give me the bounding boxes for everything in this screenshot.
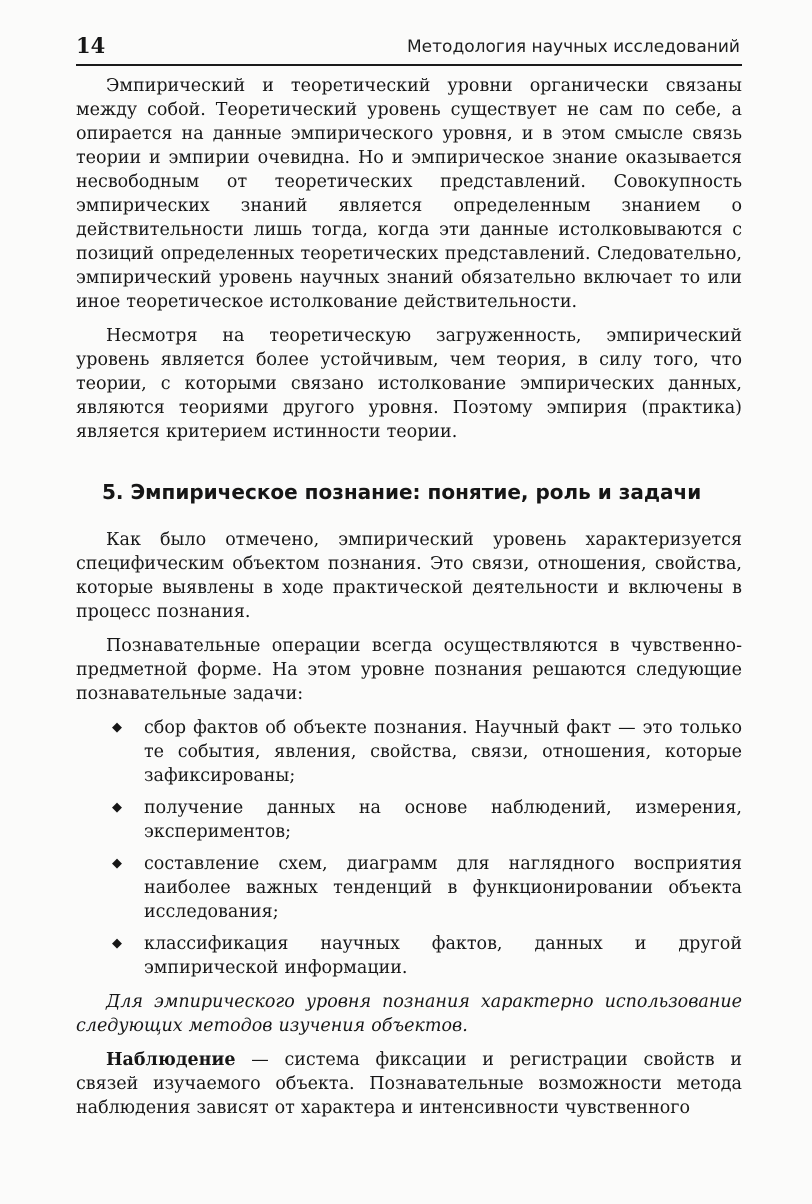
list-item-text: составление схем, диаграмм для наглядного восприятия наиболее важных тенденций в функционировании объекта исследования; [144,854,742,922]
diamond-bullet-icon: ◆ [112,720,122,735]
running-head: Методология научных исследований [407,37,740,57]
diamond-bullet-icon: ◆ [112,856,122,871]
section-heading: 5. Эмпирическое познание: понятие, роль и задачи [102,480,702,504]
list-item [76,932,742,980]
body-text-top [76,74,742,454]
observation-text: — система фиксации и регистрации свойств и связей изучаемого объекта. Познавательные возможности метода наблюдения зависят от характера и интенсивности чувственного [76,1050,742,1118]
list-item [76,796,742,844]
paragraph: Познавательные операции всегда осуществляются в чувственно-предметной форме. На этом уровне познания решаются следующие познавательные задачи: [76,636,742,704]
task-list [76,716,742,980]
paragraph: Эмпирический и теоретический уровни органически связаны между собой. Теоретический уровень существует не сам по себе, а опирается на данные эмпирического уровня, и в этом смысле связь теории и эмпирии очевидна. Но и эмпирическое знание оказывается несвободным от теоретических представлений. Совокупность эмпирических знаний является определенным знанием о действительности лишь тогда, когда эти данные истолковываются с позиций определенных теоретических представлений. Следовательно, эмпирический уровень научных знаний обязательно включает то или иное теоретическое истолкование действительности. [76,76,742,312]
diamond-bullet-icon: ◆ [112,800,122,815]
term-observation: Наблюдение [106,1050,236,1070]
paragraph: Как было отмечено, эмпирический уровень характеризуется специфическим объектом познания. Это связи, отношения, свойства, которые выявлены в ходе практической деятельности и включены в процесс познания. [76,530,742,622]
header-rule [76,64,742,66]
list-item-text: сбор фактов об объекте познания. Научный факт — это только те события, явления, свойства, связи, отношения, которые зафиксированы; [144,718,742,786]
list-item [76,852,742,924]
list-item-text: получение данных на основе наблюдений, измерения, экспериментов; [144,798,742,842]
paragraph: Несмотря на теоретическую загруженность, эмпирический уровень является более устойчивым, чем теория, в силу того, что теории, с которыми связано истолкование эмпирических данных, являются теориями другого уровня. Поэтому эмпирия (практика) является критерием истинности теории. [76,326,742,442]
diamond-bullet-icon: ◆ [112,936,122,951]
page-number: 14 [76,33,106,58]
italic-paragraph: Для эмпирического уровня познания характерно использование следующих методов изучения объектов. [76,992,742,1036]
list-item [76,716,742,788]
body-text-section [76,528,742,1130]
list-item-text: классификация научных фактов, данных и другой эмпирической информации. [144,934,742,978]
observation-paragraph [76,1048,742,1120]
